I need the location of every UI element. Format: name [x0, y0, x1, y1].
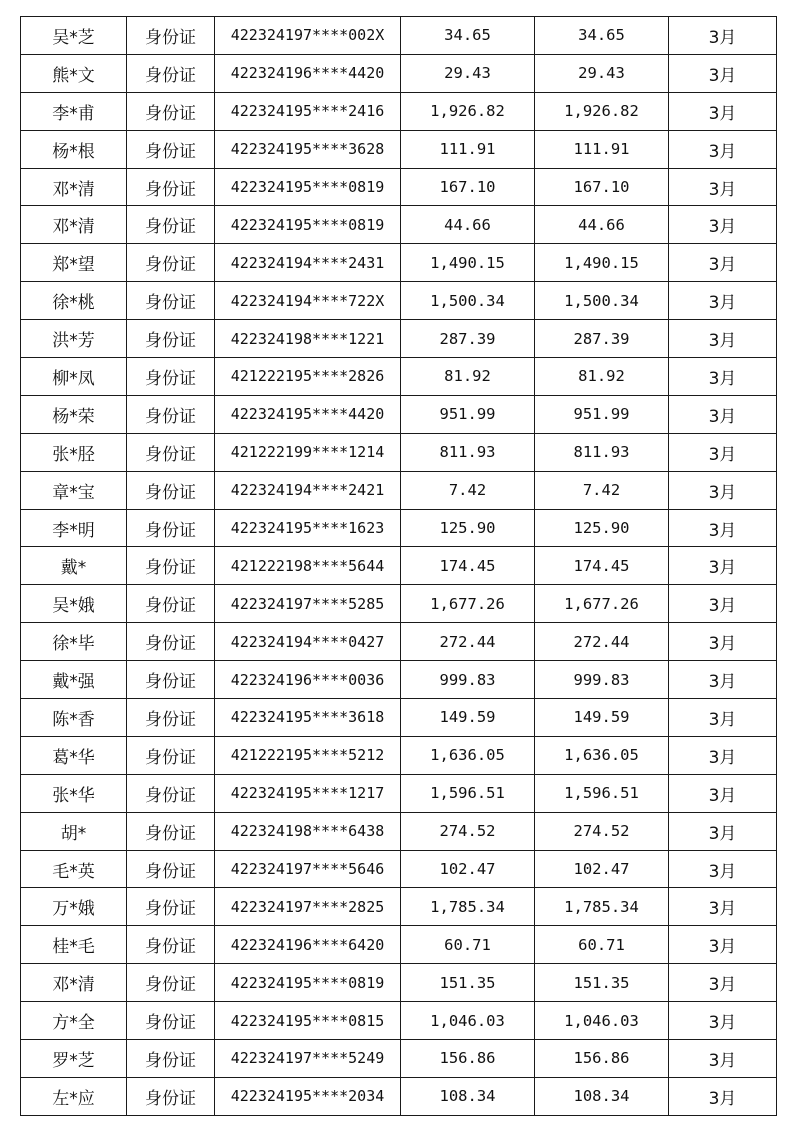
id-type-cell: 身份证: [127, 850, 215, 888]
id-type-cell: 身份证: [127, 1077, 215, 1115]
id-type-cell: 身份证: [127, 282, 215, 320]
amount-cell: 1,677.26: [401, 585, 535, 623]
amount-cell: 1,500.34: [401, 282, 535, 320]
name-cell: 郑*望: [21, 244, 127, 282]
id-number-cell: 422324196****0036: [215, 661, 401, 699]
month-cell: 3月: [669, 774, 777, 812]
paid-amount-cell: 111.91: [535, 130, 669, 168]
month-cell: 3月: [669, 358, 777, 396]
id-type-cell: 身份证: [127, 206, 215, 244]
table-row: [21, 736, 777, 774]
id-type-cell: 身份证: [127, 623, 215, 661]
paid-amount-cell: 29.43: [535, 54, 669, 92]
name-cell: 徐*桃: [21, 282, 127, 320]
table-row: [21, 471, 777, 509]
paid-amount-cell: 174.45: [535, 547, 669, 585]
subsidy-table: [20, 16, 777, 1116]
amount-cell: 29.43: [401, 54, 535, 92]
month-cell: 3月: [669, 812, 777, 850]
name-cell: 徐*毕: [21, 623, 127, 661]
amount-cell: 102.47: [401, 850, 535, 888]
paid-amount-cell: 44.66: [535, 206, 669, 244]
paid-amount-cell: 149.59: [535, 699, 669, 737]
id-number-cell: 422324196****4420: [215, 54, 401, 92]
id-number-cell: 422324195****0819: [215, 964, 401, 1002]
name-cell: 邓*清: [21, 168, 127, 206]
month-cell: 3月: [669, 1002, 777, 1040]
table-body: [21, 17, 777, 1116]
table-row: [21, 661, 777, 699]
table-row: [21, 433, 777, 471]
name-cell: 戴*: [21, 547, 127, 585]
table-row: [21, 585, 777, 623]
name-cell: 陈*香: [21, 699, 127, 737]
id-number-cell: 422324197****002X: [215, 17, 401, 55]
amount-cell: 149.59: [401, 699, 535, 737]
id-number-cell: 421222199****1214: [215, 433, 401, 471]
month-cell: 3月: [669, 17, 777, 55]
paid-amount-cell: 108.34: [535, 1077, 669, 1115]
paid-amount-cell: 1,500.34: [535, 282, 669, 320]
id-type-cell: 身份证: [127, 1040, 215, 1078]
table-row: [21, 547, 777, 585]
id-number-cell: 422324195****2416: [215, 92, 401, 130]
id-number-cell: 422324198****1221: [215, 320, 401, 358]
paid-amount-cell: 1,926.82: [535, 92, 669, 130]
amount-cell: 1,490.15: [401, 244, 535, 282]
id-type-cell: 身份证: [127, 736, 215, 774]
table-row: [21, 54, 777, 92]
name-cell: 熊*文: [21, 54, 127, 92]
id-type-cell: 身份证: [127, 168, 215, 206]
id-type-cell: 身份证: [127, 54, 215, 92]
name-cell: 左*应: [21, 1077, 127, 1115]
month-cell: 3月: [669, 1077, 777, 1115]
id-type-cell: 身份证: [127, 395, 215, 433]
id-type-cell: 身份证: [127, 320, 215, 358]
table-row: [21, 774, 777, 812]
id-type-cell: 身份证: [127, 1002, 215, 1040]
id-type-cell: 身份证: [127, 471, 215, 509]
id-type-cell: 身份证: [127, 964, 215, 1002]
id-number-cell: 422324195****3628: [215, 130, 401, 168]
name-cell: 邓*清: [21, 206, 127, 244]
table-row: [21, 964, 777, 1002]
month-cell: 3月: [669, 926, 777, 964]
table-row: [21, 244, 777, 282]
paid-amount-cell: 1,596.51: [535, 774, 669, 812]
amount-cell: 1,926.82: [401, 92, 535, 130]
table-row: [21, 850, 777, 888]
name-cell: 葛*华: [21, 736, 127, 774]
paid-amount-cell: 951.99: [535, 395, 669, 433]
id-type-cell: 身份证: [127, 130, 215, 168]
month-cell: 3月: [669, 320, 777, 358]
table-row: [21, 926, 777, 964]
table-row: [21, 168, 777, 206]
name-cell: 柳*凤: [21, 358, 127, 396]
table-row: [21, 1077, 777, 1115]
month-cell: 3月: [669, 699, 777, 737]
id-type-cell: 身份证: [127, 17, 215, 55]
amount-cell: 156.86: [401, 1040, 535, 1078]
name-cell: 吴*芝: [21, 17, 127, 55]
id-number-cell: 422324195****0819: [215, 168, 401, 206]
month-cell: 3月: [669, 585, 777, 623]
name-cell: 戴*强: [21, 661, 127, 699]
table-row: [21, 17, 777, 55]
id-type-cell: 身份证: [127, 812, 215, 850]
amount-cell: 60.71: [401, 926, 535, 964]
id-type-cell: 身份证: [127, 926, 215, 964]
id-number-cell: 421222198****5644: [215, 547, 401, 585]
table-row: [21, 888, 777, 926]
name-cell: 方*全: [21, 1002, 127, 1040]
id-number-cell: 422324197****5646: [215, 850, 401, 888]
name-cell: 洪*芳: [21, 320, 127, 358]
month-cell: 3月: [669, 282, 777, 320]
month-cell: 3月: [669, 130, 777, 168]
amount-cell: 1,596.51: [401, 774, 535, 812]
table-row: [21, 699, 777, 737]
amount-cell: 7.42: [401, 471, 535, 509]
id-type-cell: 身份证: [127, 244, 215, 282]
name-cell: 毛*英: [21, 850, 127, 888]
month-cell: 3月: [669, 736, 777, 774]
id-type-cell: 身份证: [127, 888, 215, 926]
name-cell: 邓*清: [21, 964, 127, 1002]
name-cell: 张*胫: [21, 433, 127, 471]
id-type-cell: 身份证: [127, 661, 215, 699]
document-page: [20, 16, 776, 1116]
paid-amount-cell: 272.44: [535, 623, 669, 661]
amount-cell: 272.44: [401, 623, 535, 661]
name-cell: 桂*毛: [21, 926, 127, 964]
name-cell: 张*华: [21, 774, 127, 812]
month-cell: 3月: [669, 623, 777, 661]
month-cell: 3月: [669, 547, 777, 585]
name-cell: 李*明: [21, 509, 127, 547]
id-type-cell: 身份证: [127, 774, 215, 812]
month-cell: 3月: [669, 471, 777, 509]
month-cell: 3月: [669, 168, 777, 206]
paid-amount-cell: 34.65: [535, 17, 669, 55]
month-cell: 3月: [669, 54, 777, 92]
id-number-cell: 421222195****5212: [215, 736, 401, 774]
id-type-cell: 身份证: [127, 509, 215, 547]
name-cell: 吴*娥: [21, 585, 127, 623]
id-number-cell: 422324196****6420: [215, 926, 401, 964]
id-number-cell: 422324197****5285: [215, 585, 401, 623]
month-cell: 3月: [669, 661, 777, 699]
table-row: [21, 812, 777, 850]
table-row: [21, 1002, 777, 1040]
table-row: [21, 282, 777, 320]
amount-cell: 951.99: [401, 395, 535, 433]
paid-amount-cell: 7.42: [535, 471, 669, 509]
month-cell: 3月: [669, 395, 777, 433]
id-type-cell: 身份证: [127, 547, 215, 585]
paid-amount-cell: 287.39: [535, 320, 669, 358]
paid-amount-cell: 167.10: [535, 168, 669, 206]
id-type-cell: 身份证: [127, 699, 215, 737]
name-cell: 胡*: [21, 812, 127, 850]
amount-cell: 1,785.34: [401, 888, 535, 926]
month-cell: 3月: [669, 92, 777, 130]
paid-amount-cell: 999.83: [535, 661, 669, 699]
name-cell: 万*娥: [21, 888, 127, 926]
id-number-cell: 422324197****2825: [215, 888, 401, 926]
table-row: [21, 623, 777, 661]
amount-cell: 1,046.03: [401, 1002, 535, 1040]
amount-cell: 34.65: [401, 17, 535, 55]
name-cell: 罗*芝: [21, 1040, 127, 1078]
id-number-cell: 422324194****2421: [215, 471, 401, 509]
month-cell: 3月: [669, 964, 777, 1002]
amount-cell: 151.35: [401, 964, 535, 1002]
amount-cell: 108.34: [401, 1077, 535, 1115]
table-row: [21, 1040, 777, 1078]
amount-cell: 1,636.05: [401, 736, 535, 774]
month-cell: 3月: [669, 509, 777, 547]
id-number-cell: 422324195****4420: [215, 395, 401, 433]
id-number-cell: 422324195****3618: [215, 699, 401, 737]
table-row: [21, 320, 777, 358]
id-type-cell: 身份证: [127, 433, 215, 471]
paid-amount-cell: 1,046.03: [535, 1002, 669, 1040]
amount-cell: 811.93: [401, 433, 535, 471]
paid-amount-cell: 156.86: [535, 1040, 669, 1078]
paid-amount-cell: 811.93: [535, 433, 669, 471]
paid-amount-cell: 1,636.05: [535, 736, 669, 774]
amount-cell: 167.10: [401, 168, 535, 206]
month-cell: 3月: [669, 433, 777, 471]
id-number-cell: 422324195****1217: [215, 774, 401, 812]
id-number-cell: 422324195****2034: [215, 1077, 401, 1115]
id-number-cell: 421222195****2826: [215, 358, 401, 396]
id-type-cell: 身份证: [127, 92, 215, 130]
paid-amount-cell: 81.92: [535, 358, 669, 396]
id-number-cell: 422324197****5249: [215, 1040, 401, 1078]
table-row: [21, 206, 777, 244]
id-number-cell: 422324198****6438: [215, 812, 401, 850]
amount-cell: 111.91: [401, 130, 535, 168]
month-cell: 3月: [669, 850, 777, 888]
table-row: [21, 395, 777, 433]
id-number-cell: 422324194****0427: [215, 623, 401, 661]
id-type-cell: 身份证: [127, 358, 215, 396]
amount-cell: 999.83: [401, 661, 535, 699]
name-cell: 杨*根: [21, 130, 127, 168]
paid-amount-cell: 1,785.34: [535, 888, 669, 926]
paid-amount-cell: 60.71: [535, 926, 669, 964]
month-cell: 3月: [669, 888, 777, 926]
id-type-cell: 身份证: [127, 585, 215, 623]
amount-cell: 274.52: [401, 812, 535, 850]
amount-cell: 81.92: [401, 358, 535, 396]
amount-cell: 174.45: [401, 547, 535, 585]
paid-amount-cell: 274.52: [535, 812, 669, 850]
id-number-cell: 422324194****2431: [215, 244, 401, 282]
id-number-cell: 422324195****0815: [215, 1002, 401, 1040]
paid-amount-cell: 125.90: [535, 509, 669, 547]
month-cell: 3月: [669, 244, 777, 282]
id-number-cell: 422324195****1623: [215, 509, 401, 547]
paid-amount-cell: 1,490.15: [535, 244, 669, 282]
name-cell: 杨*荣: [21, 395, 127, 433]
table-row: [21, 92, 777, 130]
table-row: [21, 130, 777, 168]
table-row: [21, 509, 777, 547]
paid-amount-cell: 1,677.26: [535, 585, 669, 623]
month-cell: 3月: [669, 1040, 777, 1078]
id-number-cell: 422324194****722X: [215, 282, 401, 320]
paid-amount-cell: 102.47: [535, 850, 669, 888]
table-row: [21, 358, 777, 396]
amount-cell: 125.90: [401, 509, 535, 547]
paid-amount-cell: 151.35: [535, 964, 669, 1002]
name-cell: 李*甫: [21, 92, 127, 130]
id-number-cell: 422324195****0819: [215, 206, 401, 244]
name-cell: 章*宝: [21, 471, 127, 509]
amount-cell: 287.39: [401, 320, 535, 358]
amount-cell: 44.66: [401, 206, 535, 244]
month-cell: 3月: [669, 206, 777, 244]
